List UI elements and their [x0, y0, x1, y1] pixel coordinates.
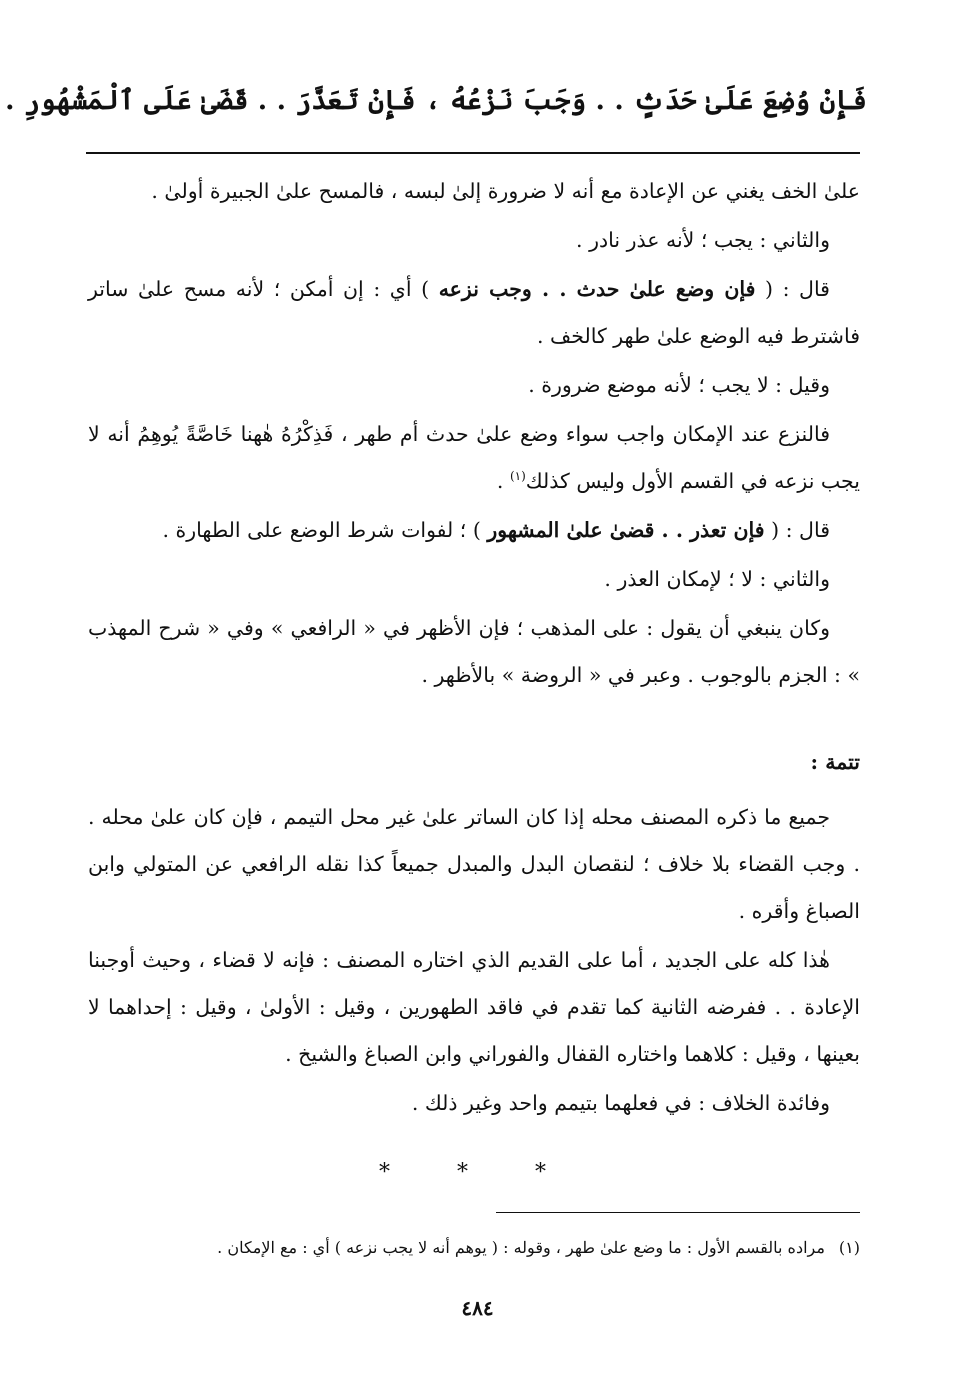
tatimma-paragraph-1: جميع ما ذكره المصنف محله إذا كان الساتر علىٰ غير محل التيمم ، فإن كان علىٰ محله . . وجب القضاء بلا خلاف ؛ لنقصان البدل والمبدل جميعاً كذا نقله الرافعي عن المتولي وابن الصباغ وأقره .: [88, 805, 860, 923]
matn-text: فَإِنْ وُضِعَ عَلَىٰ حَدَثٍ . . وَجَبَ نَزْعُهُ ، فَإِنْ تَعَذَّرَ . . قَضَىٰ عَلَى ٱلْمَشْهُورِ .: [5, 85, 867, 116]
paragraph-end: .: [496, 469, 510, 493]
tatimma-paragraph-3: وفائدة الخلاف : في فعلهما بتيمم واحد وغير ذلك .: [411, 1091, 830, 1115]
commentary-paragraph-2: والثاني : يجب ؛ لأنه عذر نادر .: [576, 228, 830, 252]
commentary-paragraph-4: وقيل : لا يجب ؛ لأنه موضع ضرورة .: [528, 373, 830, 397]
footnote-divider: [496, 1212, 860, 1213]
quote-explanation: ) أي : إن أمكن ؛ لأنه مسح علىٰ ساتر فاشترط فيه الوضع علىٰ طهر كالخف .: [88, 277, 860, 348]
quoted-matn: فإن تعذر . . قضىٰ علىٰ المشهور: [487, 518, 765, 542]
quote-open: قال : (: [764, 518, 830, 542]
tatimma-paragraph-2: هٰذا كله على الجديد ، أما على القديم الذي اختاره المصنف : فإنه لا قضاء ، وحيث أوجبنا الإعادة . . ففرضه الثانية كما تقدم في فاقد الطهورين ، وقيل : الأولىٰ ، وقيل : إحداهما لا بعينها ، وقيل : كلاهما واختاره القفال والفوراني وابن الصباغ والشيخ .: [88, 948, 860, 1066]
commentary-body: [88, 168, 860, 1129]
commentary-paragraph-1: علىٰ الخف يغني عن الإعادة مع أنه لا ضرورة إلىٰ لبسه ، فالمسح علىٰ الجبيرة أولىٰ .: [151, 179, 860, 203]
footnote: [88, 1234, 860, 1262]
footnote-number: (١): [838, 1238, 860, 1257]
paragraph-text: فالنزع عند الإمكان واجب سواء وضع علىٰ حدث أم طهر ، فَذِكْرُهُ هٰهنا خَاصَّةً يُوهِمُ أنه لا يجب نزعه في القسم الأول وليس كذلك: [88, 422, 860, 493]
section-heading-tatimma: تتمة :: [810, 750, 860, 774]
commentary-paragraph-7: والثاني : لا ؛ لإمكان العذر .: [604, 567, 830, 591]
section-separator-stars: * * *: [379, 1160, 576, 1185]
footnote-text: مراده بالقسم الأول : ما وضع علىٰ طهر ، وقوله : ( يوهم أنه لا يجب نزعه ) أي : مع الإمكان .: [217, 1238, 825, 1257]
page-number: ٤٨٤: [461, 1296, 494, 1320]
matn-divider: [86, 152, 860, 154]
commentary-paragraph-5: [88, 411, 860, 505]
quote-explanation: ) ؛ لفوات شرط الوضع على الطهارة .: [162, 518, 488, 542]
commentary-paragraph-3: [88, 266, 860, 360]
quote-open: قال : (: [755, 277, 830, 301]
footnote-reference[interactable]: (١): [509, 469, 526, 484]
quoted-matn: فإن وضع علىٰ حدث . . وجب نزعه: [438, 277, 756, 301]
commentary-paragraph-6: [88, 507, 860, 554]
commentary-paragraph-8: وكان ينبغي أن يقول : على المذهب ؛ فإن الأظهر في « الرافعي » وفي « شرح المهذب » : الجزم بالوجوب . وعبر في « الروضة » بالأظهر .: [88, 616, 860, 687]
